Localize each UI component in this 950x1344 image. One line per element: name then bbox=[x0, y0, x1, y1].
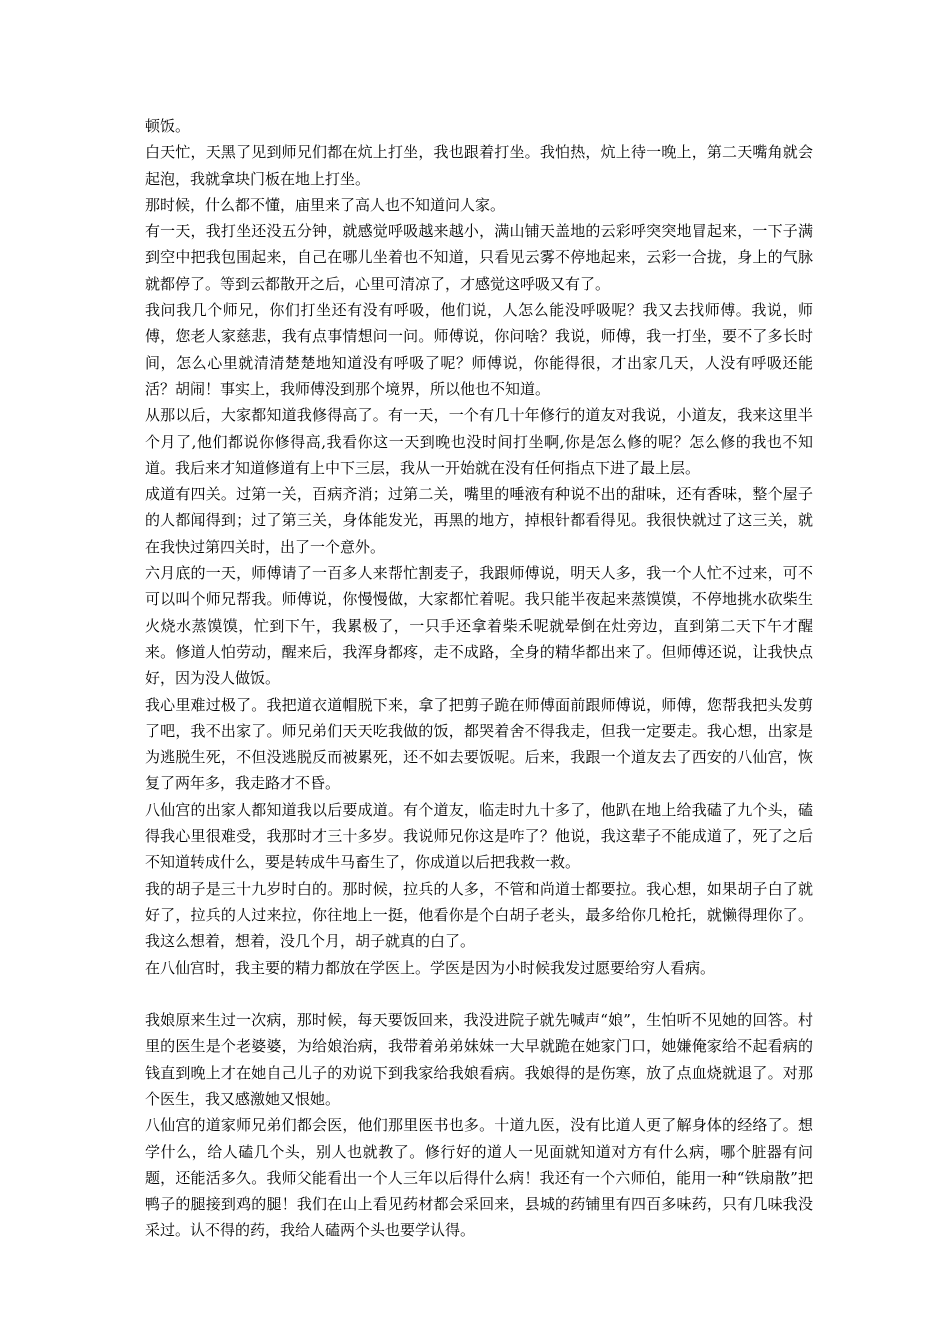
paragraph: 那时候，什么都不懂，庙里来了高人也不知道问人家。 bbox=[145, 195, 506, 214]
paragraph: 从那以后，大家都知道我修得高了。有一天，一个有几十年修行的道友对我说，小道友，我来这里半个月了,他们都说你修得高,我看你这一天到晚也没时间打坐啊,你是怎么修的呢？怎么修的我也不知道。我后来才知道修道有上中下三层，我从一开始就在没有任何指点下进了最上层。 bbox=[145, 406, 813, 477]
paragraph: 顿饭。 bbox=[145, 117, 191, 135]
paragraph: 有一天，我打坐还没五分钟，就感觉呼吸越来越小，满山铺天盖地的云彩呼突突地冒起来，一下子满到空中把我包围起来，自己在哪儿坐着也不知道，只看见云雾不停地起来，云彩一合拢，身上的气脉就都停了。等到云都散开之后，心里可清凉了，才感觉这呼吸又有了。 bbox=[145, 222, 813, 293]
paragraph: 六月底的一天，师傅请了一百多人来帮忙割麦子，我跟师傅说，明天人多，我一个人忙不过来，可不可以叫个师兄帮我。师傅说，你慢慢做，大家都忙着呢。我只能半夜起来蒸馍馍，不停地挑水砍柴生火烧水蒸馍馍，忙到下午，我累极了，一只手还拿着柴禾呢就晕倒在灶旁边，直到第二天下午才醒来。修道人怕劳动，醒来后，我浑身都疼，走不成路，全身的精华都出来了。但师傅还说，让我快点好，因为没人做饭。 bbox=[145, 564, 813, 688]
paragraph: 我的胡子是三十九岁时白的。那时候，拉兵的人多，不管和尚道士都要拉。我心想，如果胡子白了就好了，拉兵的人过来拉，你往地上一挺，他看你是个白胡子老头，最多给你几枪托，就懒得理你了。我这么想着，想着，没几个月，胡子就真的白了。 bbox=[145, 879, 813, 951]
document-body bbox=[145, 113, 813, 1244]
paragraph: 我娘原来生过一次病，那时候，每天要饭回来，我没进院子就先喊声“娘”，生怕听不见她的回答。村里的医生是个老婆婆，为给娘治病，我带着弟弟妹妹一大早就跪在她家门口，她嫌俺家给不起看病的钱直到晚上才在她自己儿子的劝说下到我家给我娘看病。我娘得的是伤寒，放了点血烧就退了。对那个医生，我又感激她又恨她。 bbox=[145, 1011, 813, 1108]
paragraph: 八仙宫的道家师兄弟们都会医，他们那里医书也多。十道九医，没有比道人更了解身体的经络了。想学什么，给人磕几个头，别人也就教了。修行好的道人一见面就知道对方有什么病，哪个脏器有问题，还能活多久。我师父能看出一个人三年以后得什么病！我还有一个六师伯，能用一种“铁扇散”把鸭子的腿接到鸡的腿！我们在山上看见药材都会采回来，县城的药铺里有四百多味药，只有几味我没采过。认不得的药，我给人磕两个头也要学认得。 bbox=[145, 1116, 813, 1240]
paragraph: 在八仙宫时，我主要的精力都放在学医上。学医是因为小时候我发过愿要给穷人看病。 bbox=[145, 958, 716, 977]
paragraph: 白天忙，天黑了见到师兄们都在炕上打坐，我也跟着打坐。我怕热，炕上待一晚上，第二天嘴角就会起泡，我就拿块门板在地上打坐。 bbox=[145, 143, 813, 188]
paragraph: 成道有四关。过第一关，百病齐消；过第二关，嘴里的唾液有种说不出的甜味，还有香味，整个屋子的人都闻得到；过了第三关，身体能发光，再黑的地方，掉根针都看得见。我很快就过了这三关，就在我快过第四关时，出了一个意外。 bbox=[145, 485, 813, 556]
paragraph: 我心里难过极了。我把道衣道帽脱下来，拿了把剪子跪在师傅面前跟师傅说，师傅，您帮我把头发剪了吧，我不出家了。师兄弟们天天吃我做的饭，都哭着舍不得我走，但我一定要走。我心想，出家是为逃脱生死，不但没逃脱反而被累死，还不如去要饭呢。后来，我跟一个道友去了西安的八仙宫，恢复了两年多，我走路才不昏。 bbox=[145, 695, 813, 793]
paragraph: 我问我几个师兄，你们打坐还有没有呼吸，他们说，人怎么能没呼吸呢？我又去找师傅。我说，师傅，您老人家慈悲，我有点事情想问一问。师傅说，你问啥？我说，师傅，我一打坐，要不了多长时间，怎么心里就清清楚楚地知道没有呼吸了呢？师傅说，你能得很，才出家几天，人没有呼吸还能活？胡闹！事实上，我师傅没到那个境界，所以他也不知道。 bbox=[145, 301, 813, 398]
paragraph: 八仙宫的出家人都知道我以后要成道。有个道友，临走时九十多了，他趴在地上给我磕了九个头，磕得我心里很难受，我那时才三十多岁。我说师兄你这是咋了？他说，我这辈子不能成道了，死了之后不知道转成什么，要是转成牛马畜生了，你成道以后把我救一救。 bbox=[145, 800, 813, 872]
blank-line bbox=[145, 981, 813, 1007]
